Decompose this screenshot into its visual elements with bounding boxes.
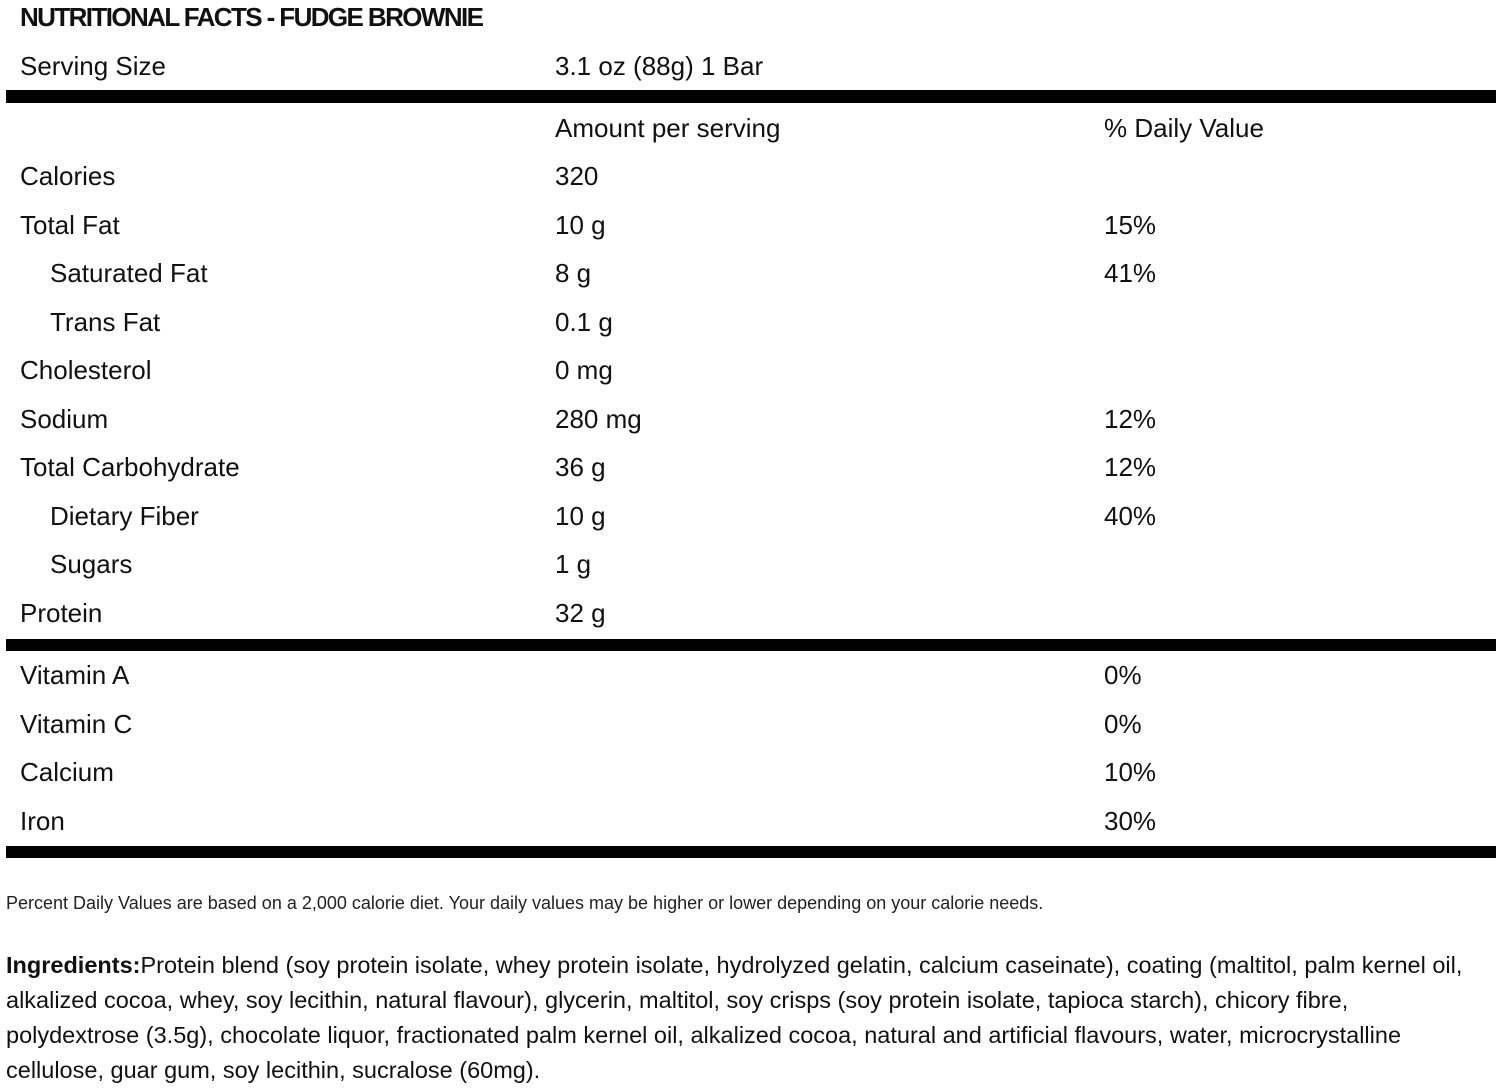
serving-size-value: 3.1 oz (88g) 1 Bar: [555, 51, 764, 81]
nutrient-daily-value: 40%: [1104, 501, 1157, 531]
nutrient-name: Sodium: [20, 404, 109, 434]
nutrient-name: Calories: [20, 161, 116, 191]
nutrient-row-saturated-fat: [0, 249, 1500, 297]
column-header-row: [0, 104, 1500, 152]
nutrient-row-total-carbohydrate: [0, 443, 1500, 491]
nutrient-amount: 8 g: [555, 258, 592, 288]
nutrient-daily-value: 12%: [1104, 452, 1157, 482]
nutrient-amount: 0.1 g: [555, 307, 613, 337]
nutrient-name: Dietary Fiber: [50, 501, 199, 531]
nutrient-row-cholesterol: [0, 346, 1500, 394]
vitamin-name: Iron: [20, 806, 65, 836]
nutrient-name: Trans Fat: [50, 307, 161, 337]
nutrient-amount: 280 mg: [555, 404, 642, 434]
nutrient-row-protein: [0, 589, 1500, 637]
nutrient-row-sugars: [0, 540, 1500, 588]
vitamin-name: Vitamin A: [20, 660, 130, 690]
nutrient-amount: 10 g: [555, 210, 606, 240]
daily-value-footnote: Percent Daily Values are based on a 2,000 calorie diet. Your daily values may be higher or lower depending on your calorie needs.: [6, 893, 1044, 913]
serving-size-row: [0, 42, 1500, 90]
vitamin-row-vitamin-c: [0, 700, 1500, 748]
vitamin-daily-value: 0%: [1104, 709, 1142, 739]
thick-divider-middle: [6, 639, 1496, 651]
nutrient-amount: 1 g: [555, 549, 592, 579]
ingredients-label: Ingredients:: [6, 952, 141, 978]
nutrient-name: Total Fat: [20, 210, 120, 240]
ingredients-text: Protein blend (soy protein isolate, whey protein isolate, hydrolyzed gelatin, calcium caseinate), coating (maltitol, palm kernel oil, alkalized cocoa, whey, soy lecithin, natural flavour), glycerin, maltitol, soy crisps (soy protein isolate, tapioca starch), chicory fibre, polydextrose (3.5g), chocolate liquor, fractionated palm kernel oil, alkalized cocoa, natural and artificial flavours, water, microcrystalline cellulose, guar gum, soy lecithin, sucralose (60mg).: [6, 952, 1463, 1083]
nutrient-amount: 0 mg: [555, 355, 613, 385]
nutrient-row-dietary-fiber: [0, 492, 1500, 540]
vitamin-row-vitamin-a: [0, 651, 1500, 699]
nutrient-row-sodium: [0, 395, 1500, 443]
nutrient-name: Saturated Fat: [50, 258, 208, 288]
nutrient-name: Sugars: [50, 549, 133, 579]
vitamin-name: Calcium: [20, 757, 114, 787]
nutrient-row-calories: [0, 152, 1500, 200]
nutrient-daily-value: 15%: [1104, 210, 1157, 240]
serving-size-label: Serving Size: [20, 51, 166, 81]
nutrient-name: Cholesterol: [20, 355, 152, 385]
vitamin-name: Vitamin C: [20, 709, 133, 739]
nutrient-name: Total Carbohydrate: [20, 452, 240, 482]
thick-divider-bottom: [6, 846, 1496, 858]
nutrient-amount: 10 g: [555, 501, 606, 531]
nutrient-row-total-fat: [0, 201, 1500, 249]
vitamin-daily-value: 0%: [1104, 660, 1142, 690]
daily-value-header: % Daily Value: [1104, 113, 1264, 143]
vitamin-row-iron: [0, 797, 1500, 845]
nutrient-daily-value: 41%: [1104, 258, 1157, 288]
vitamin-row-calcium: [0, 748, 1500, 796]
nutrient-amount: 320: [555, 161, 599, 191]
label-title: NUTRITIONAL FACTS - FUDGE BROWNIE: [20, 2, 483, 32]
thick-divider-top: [6, 90, 1496, 103]
nutrient-name: Protein: [20, 598, 103, 628]
nutrient-row-trans-fat: [0, 298, 1500, 346]
vitamin-daily-value: 10%: [1104, 757, 1157, 787]
amount-header: Amount per serving: [555, 113, 781, 143]
nutrient-amount: 32 g: [555, 598, 606, 628]
nutrient-amount: 36 g: [555, 452, 606, 482]
nutrient-daily-value: 12%: [1104, 404, 1157, 434]
ingredients-paragraph: [6, 948, 1476, 1088]
vitamin-daily-value: 30%: [1104, 806, 1157, 836]
